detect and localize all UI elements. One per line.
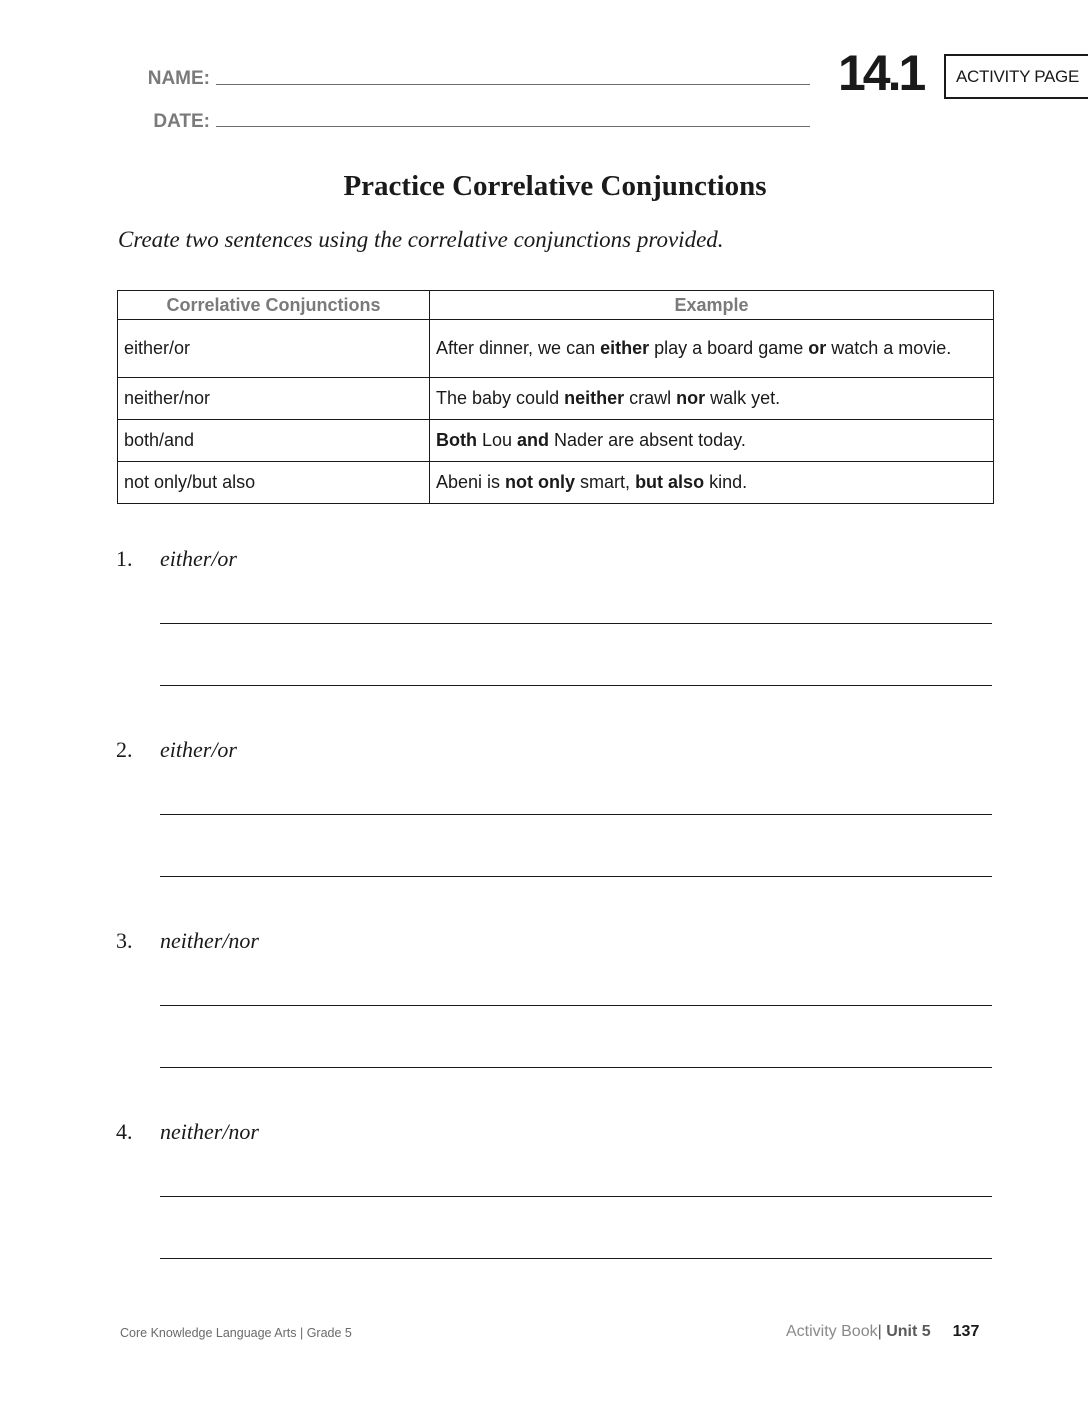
item-prompt: neither/nor bbox=[160, 928, 259, 953]
item-number: 1. bbox=[116, 546, 133, 571]
answer-line[interactable] bbox=[160, 876, 992, 877]
item-prompt: neither/nor bbox=[160, 1119, 259, 1144]
instruction-text: Create two sentences using the correlative conjunctions provided. bbox=[118, 227, 724, 252]
conjunction-cell: neither/nor bbox=[118, 378, 430, 420]
footer-unit: Unit 5 bbox=[886, 1323, 931, 1340]
example-text: watch a movie. bbox=[826, 338, 952, 358]
activity-page-label: ACTIVITY PAGE bbox=[956, 66, 1080, 86]
example-text: Lou bbox=[476, 430, 518, 450]
example-text: kind. bbox=[704, 472, 748, 492]
example-cell bbox=[430, 378, 994, 420]
example-text: After dinner, we can bbox=[436, 338, 601, 358]
answer-line[interactable] bbox=[160, 1258, 992, 1259]
example-text: walk yet. bbox=[705, 388, 781, 408]
name-label: NAME: bbox=[147, 68, 210, 89]
conjunction-emphasis: nor bbox=[676, 388, 706, 408]
answer-line[interactable] bbox=[160, 1196, 992, 1197]
table-row bbox=[118, 378, 994, 420]
table-header-example: Example bbox=[430, 291, 994, 320]
example-text: play a board game bbox=[649, 338, 809, 358]
conjunction-cell: either/or bbox=[118, 320, 430, 378]
footer-series: Core Knowledge Language Arts | Grade 5 bbox=[120, 1326, 352, 1340]
conjunction-emphasis: and bbox=[517, 430, 550, 450]
conjunction-emphasis: or bbox=[808, 338, 827, 358]
name-field-line[interactable] bbox=[216, 84, 810, 85]
item-number: 3. bbox=[116, 928, 133, 953]
conjunction-emphasis: either bbox=[600, 338, 650, 358]
conjunction-emphasis: but also bbox=[635, 472, 705, 492]
conjunction-emphasis: neither bbox=[564, 388, 625, 408]
answer-line[interactable] bbox=[160, 814, 992, 815]
table-row bbox=[118, 420, 994, 462]
page-number: 137 bbox=[952, 1323, 980, 1340]
item-number: 4. bbox=[116, 1119, 133, 1144]
date-label: DATE: bbox=[153, 111, 210, 132]
example-text: The baby could bbox=[436, 388, 565, 408]
item-prompt: either/or bbox=[160, 546, 237, 571]
table-header-conjunctions: Correlative Conjunctions bbox=[118, 291, 430, 320]
answer-line[interactable] bbox=[160, 685, 992, 686]
page-title: Practice Correlative Conjunctions bbox=[343, 170, 767, 202]
conjunctions-table bbox=[117, 290, 994, 504]
footer-book-info bbox=[786, 1323, 979, 1341]
example-cell bbox=[430, 320, 994, 378]
example-cell bbox=[430, 462, 994, 504]
conjunction-cell: not only/but also bbox=[118, 462, 430, 504]
example-text: smart, bbox=[575, 472, 636, 492]
example-text: Nader are absent today. bbox=[549, 430, 746, 450]
item-number: 2. bbox=[116, 737, 133, 762]
answer-line[interactable] bbox=[160, 1005, 992, 1006]
table-header-row bbox=[118, 291, 994, 320]
answer-line[interactable] bbox=[160, 1067, 992, 1068]
example-text: Abeni is bbox=[436, 472, 506, 492]
example-text: crawl bbox=[624, 388, 677, 408]
activity-page-badge bbox=[944, 54, 1088, 99]
date-field-line[interactable] bbox=[216, 126, 810, 127]
answer-line[interactable] bbox=[160, 623, 992, 624]
activity-number: 14.1 bbox=[838, 45, 924, 101]
conjunction-emphasis: not only bbox=[505, 472, 576, 492]
item-prompt: either/or bbox=[160, 737, 237, 762]
example-cell bbox=[430, 420, 994, 462]
conjunction-cell: both/and bbox=[118, 420, 430, 462]
conjunction-emphasis: Both bbox=[436, 430, 477, 450]
table-row bbox=[118, 320, 994, 378]
table-row bbox=[118, 462, 994, 504]
footer-book: Activity Book bbox=[786, 1323, 878, 1340]
footer-separator: | bbox=[877, 1323, 882, 1340]
